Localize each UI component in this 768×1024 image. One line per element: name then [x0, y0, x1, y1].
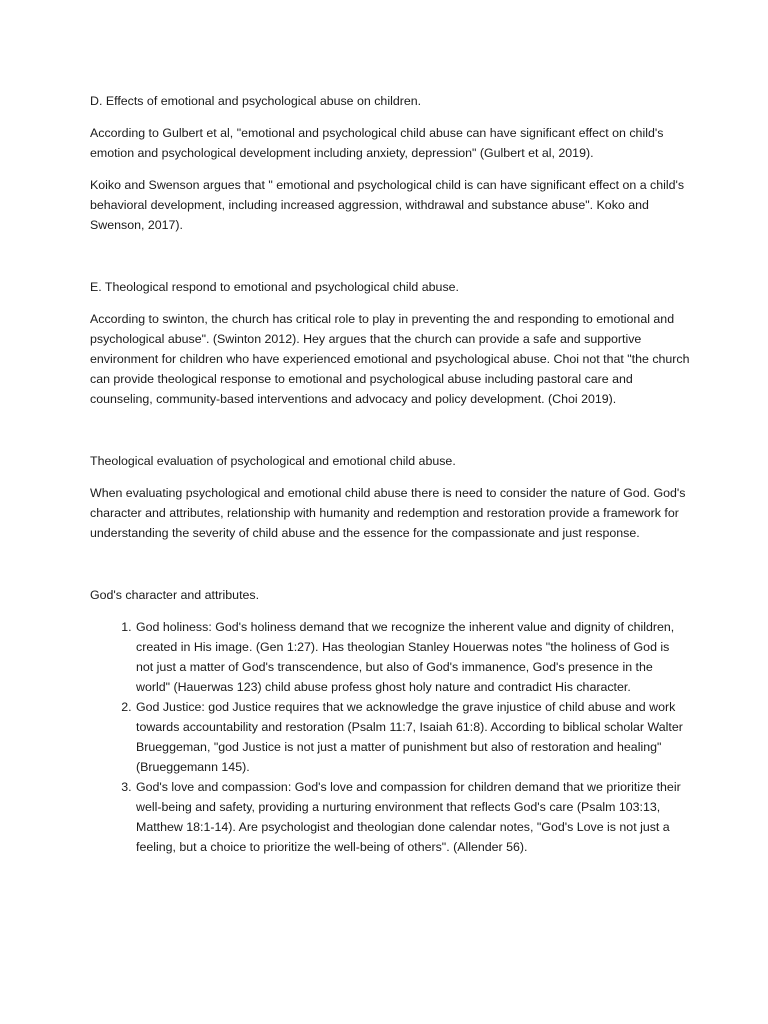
section-heading-e: E. Theological respond to emotional and psychological child abuse.: [90, 280, 459, 294]
attributes-list: [90, 617, 690, 857]
list-item: 3. God's love and compassion: God's love and compassion for children demand that we prioritize their well-being and safety, providing a nurturing environment that reflects God's care (Psalm 103:13, Matthew 18:1-14). Are psychologist and theologian done calendar notes, "God's Love is not just a feeling, but a choice to prioritize the well-being of others". (Allender 56).: [135, 777, 690, 857]
paragraph: Koiko and Swenson argues that " emotional and psychological child is can have significant effect on a child's behavioral development, including increased aggression, withdrawal and substance abuse". Koko and Swenson, 2017).: [90, 178, 685, 232]
paragraph: According to Gulbert et al, "emotional and psychological child abuse can have significant effect on child's emotion and psychological development including anxiety, depression" (Gulbert et al, 2019).: [90, 126, 664, 160]
paragraph: According to swinton, the church has critical role to play in preventing the and responding to emotional and psychological abuse". (Swinton 2012). Hey argues that the church can provide a safe and supportive environment for children who have experienced emotional and psychological abuse. Choi not that "the church can provide theological response to emotional and psychological abuse including pastoral care and counseling, community-based interventions and advocacy and policy development. (Choi 2019).: [90, 312, 690, 406]
paragraph: When evaluating psychological and emotional child abuse there is need to consider the nature of God. God's character and attributes, relationship with humanity and redemption and restoration provide a framework for understanding the severity of child abuse and the essence for the compassionate and just response.: [90, 486, 686, 540]
section-heading-d: D. Effects of emotional and psychological abuse on children.: [90, 94, 422, 108]
section-heading-attributes: God's character and attributes.: [90, 588, 260, 602]
section-heading-evaluation: Theological evaluation of psychological and emotional child abuse.: [90, 454, 456, 468]
spacer: [90, 247, 690, 277]
document-body: [90, 91, 690, 857]
list-item: 2. God Justice: god Justice requires that we acknowledge the grave injustice of child abuse and work towards accountability and restoration (Psalm 11:7, Isaiah 61:8). According to biblical scholar Walter Brueggeman, "god Justice is not just a matter of punishment but also of restoration and healing" (Brueggemann 145).: [135, 697, 690, 777]
spacer: [90, 421, 690, 451]
list-item: 1. God holiness: God's holiness demand that we recognize the inherent value and dignity of children, created in His image. (Gen 1:27). Has theologian Stanley Houerwas notes "the holiness of God is not just a matter of God's transcendence, but also of God's immanence, God's presence in the world" (Hauerwas 123) child abuse profess ghost holy nature and contradict His character.: [135, 617, 690, 697]
spacer: [90, 555, 690, 585]
